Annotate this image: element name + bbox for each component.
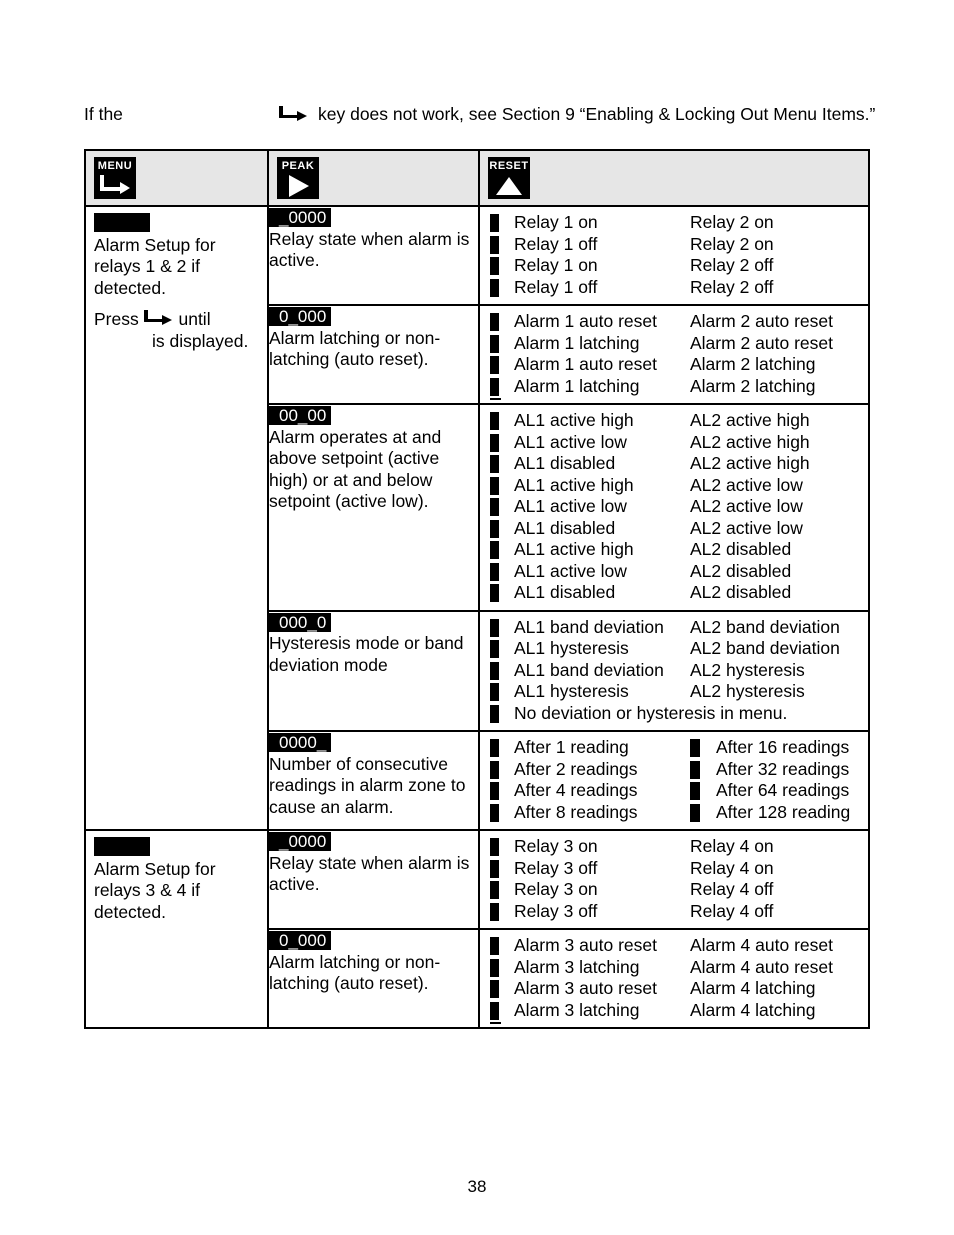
option-footer: No deviation or hysteresis in menu.	[514, 702, 788, 723]
option-right: AL2 active low	[690, 474, 803, 495]
option-right: Relay 2 on	[690, 233, 774, 254]
option-row	[488, 496, 864, 518]
option-row	[488, 376, 864, 398]
option-row	[488, 410, 864, 432]
section-1-options	[479, 305, 869, 404]
option-left: AL1 hysteresis	[514, 638, 629, 658]
option-left: Relay 3 off	[514, 900, 598, 921]
option-right: AL2 active low	[690, 517, 803, 538]
group1-description: Alarm Setup for relays 1 & 2 if detected.	[94, 234, 216, 298]
option-left: Relay 1 off	[514, 233, 598, 254]
menu-key-icon: MENU	[94, 157, 136, 199]
option-right: Alarm 4 latching	[690, 978, 816, 998]
option-left: After 1 reading	[514, 737, 629, 757]
section-3-options	[479, 611, 869, 732]
option-right: Relay 2 off	[690, 255, 774, 275]
until-text: until	[178, 309, 211, 329]
option-right: After 32 readings	[716, 758, 850, 779]
option-right: AL2 active high	[690, 431, 810, 452]
display-blank	[94, 213, 150, 232]
option-row	[488, 879, 864, 901]
option-row	[488, 638, 864, 660]
section-5-options	[479, 830, 869, 929]
option-left: AL1 disabled	[514, 517, 616, 538]
option-row	[488, 836, 864, 858]
option-right: AL2 active high	[690, 410, 810, 430]
group2-description: Alarm Setup for relays 3 & 4 if detected.	[94, 858, 216, 922]
option-left: AL1 disabled	[514, 453, 616, 473]
digit-indicator-icon	[690, 739, 700, 757]
digit-indicator-icon	[490, 640, 499, 658]
digit-indicator-icon	[490, 498, 499, 516]
option-row	[488, 660, 864, 682]
digit-indicator-icon	[490, 903, 499, 921]
digit-indicator-icon	[490, 434, 499, 452]
menu-arrow-icon	[144, 310, 174, 326]
option-row	[488, 234, 864, 256]
option-left: AL1 active low	[514, 431, 627, 452]
option-row	[488, 432, 864, 454]
option-left: AL1 band deviation	[514, 659, 664, 680]
intro-text-before: If the	[84, 104, 123, 124]
option-row	[488, 703, 864, 725]
option-row	[488, 582, 864, 604]
option-right: AL2 active high	[690, 453, 810, 473]
header-reset-cell	[479, 150, 869, 206]
option-right: Relay 4 on	[690, 836, 774, 856]
option-left: AL1 active low	[514, 560, 627, 581]
option-left: AL1 active high	[514, 539, 634, 559]
digit-indicator-icon	[690, 761, 700, 779]
option-row	[488, 453, 864, 475]
digit-indicator-icon	[490, 1002, 499, 1020]
option-right: AL2 disabled	[690, 539, 792, 559]
digit-indicator-icon	[490, 563, 499, 581]
section-6-options	[479, 929, 869, 1028]
digit-indicator-icon	[490, 662, 499, 680]
section-description: Alarm latching or non-latching (auto reset).	[269, 327, 441, 369]
display-blank	[94, 837, 150, 856]
section-description: Relay state when alarm is active.	[269, 852, 470, 894]
option-right: AL2 band deviation	[690, 616, 840, 637]
section-4-desc	[268, 731, 479, 830]
digit-indicator-icon	[490, 959, 499, 977]
digit-indicator-icon	[490, 804, 499, 822]
option-left: Alarm 3 auto reset	[514, 935, 657, 955]
option-row	[488, 935, 864, 957]
option-left: After 8 readings	[514, 801, 638, 822]
digit-indicator-icon	[490, 335, 499, 353]
option-row	[488, 539, 864, 561]
section-3-desc	[268, 611, 479, 732]
option-right: AL2 disabled	[690, 560, 792, 581]
page-number: 38	[467, 1177, 487, 1196]
section-1-desc	[268, 305, 479, 404]
option-left: Relay 3 on	[514, 879, 598, 899]
option-left: Alarm 3 latching	[514, 956, 640, 977]
option-left: AL1 hysteresis	[514, 681, 629, 701]
option-row	[488, 780, 864, 802]
digit-indicator-icon	[490, 838, 499, 856]
section-description: Hysteresis mode or band deviation mode	[269, 633, 464, 675]
section-description: Alarm latching or non-latching (auto reset).	[269, 951, 441, 993]
option-row	[488, 311, 864, 333]
section-2-desc	[268, 404, 479, 611]
option-row	[488, 277, 864, 299]
digit-indicator-icon	[490, 412, 499, 430]
option-right: AL2 disabled	[690, 582, 792, 602]
option-right: AL2 hysteresis	[690, 681, 805, 701]
digit-indicator-icon	[490, 584, 499, 602]
option-row	[488, 212, 864, 234]
digit-indicator-icon	[490, 214, 499, 232]
digit-indicator-icon	[490, 313, 499, 331]
option-right: Relay 4 off	[690, 900, 774, 921]
option-right: Alarm 2 auto reset	[690, 311, 833, 331]
peak-key-icon: PEAK	[277, 157, 319, 199]
option-row	[488, 978, 864, 1000]
display-code: 0_000	[269, 307, 331, 326]
option-right: Alarm 2 latching	[690, 354, 816, 374]
section-6-desc	[268, 929, 479, 1028]
section-0-options	[479, 206, 869, 305]
header-peak-cell	[268, 150, 479, 206]
section-5-desc	[268, 830, 479, 929]
display-code: 0_000	[269, 931, 331, 950]
option-left: Alarm 1 latching	[514, 332, 640, 353]
group1-cell	[85, 206, 268, 830]
option-left: AL1 active high	[514, 410, 634, 430]
option-left: Relay 1 off	[514, 276, 598, 297]
option-left: Alarm 3 latching	[514, 999, 640, 1020]
press-instruction	[94, 309, 261, 352]
header-menu-cell	[85, 150, 268, 206]
section-description: Number of consecutive readings in alarm zone to cause an alarm.	[269, 753, 466, 817]
option-right: After 16 readings	[716, 737, 850, 757]
digit-indicator-icon	[490, 279, 499, 297]
display-code: _0000	[269, 832, 331, 851]
option-row	[488, 518, 864, 540]
digit-indicator-icon	[490, 881, 499, 899]
option-row	[488, 617, 864, 639]
menu-arrow-icon	[279, 106, 309, 122]
option-row	[488, 957, 864, 979]
digit-indicator-icon	[490, 705, 499, 723]
option-left: Alarm 3 auto reset	[514, 978, 657, 998]
option-right: Relay 4 off	[690, 879, 774, 899]
digit-indicator-icon	[490, 378, 499, 396]
option-row	[488, 561, 864, 583]
option-row	[488, 901, 864, 923]
option-right: Relay 2 off	[690, 276, 774, 297]
option-left: After 2 readings	[514, 758, 638, 779]
option-row	[488, 333, 864, 355]
digit-indicator-icon	[490, 937, 499, 955]
option-right: Alarm 4 auto reset	[690, 935, 833, 955]
digit-indicator-icon	[490, 980, 499, 998]
digit-indicator-icon	[690, 782, 700, 800]
option-right: After 128 reading	[716, 801, 851, 822]
option-row	[488, 475, 864, 497]
option-row	[488, 737, 864, 759]
intro-text-after: key does not work, see Section 9 “Enabling & Locking Out Menu Items.”	[318, 104, 876, 124]
digit-indicator-icon	[490, 236, 499, 254]
option-right: Alarm 2 latching	[690, 375, 816, 396]
section-0-desc	[268, 206, 479, 305]
option-left: AL1 disabled	[514, 582, 616, 602]
digit-indicator-icon	[490, 356, 499, 374]
option-right: AL2 band deviation	[690, 638, 840, 658]
option-right: Relay 4 on	[690, 857, 774, 878]
option-left: Alarm 1 auto reset	[514, 354, 657, 374]
section-description: Alarm operates at and above setpoint (active high) or at and below setpoint (active low).	[269, 426, 442, 511]
digit-indicator-icon	[490, 619, 499, 637]
digit-indicator-icon	[490, 520, 499, 538]
option-right: Alarm 2 auto reset	[690, 332, 833, 353]
option-left: Relay 1 on	[514, 212, 598, 232]
option-right: After 64 readings	[716, 780, 850, 800]
display-code: _0000	[269, 208, 331, 227]
option-row	[488, 802, 864, 824]
digit-indicator-icon	[490, 477, 499, 495]
option-right: Relay 2 on	[690, 212, 774, 232]
option-row	[488, 354, 864, 376]
table-header	[85, 150, 869, 206]
option-left: Relay 3 off	[514, 857, 598, 878]
option-left: Alarm 1 latching	[514, 375, 640, 396]
display-code: 00_00	[269, 406, 331, 425]
option-left: AL1 active low	[514, 496, 627, 516]
digit-indicator-icon	[490, 860, 499, 878]
digit-indicator-icon	[490, 683, 499, 701]
group2-cell	[85, 830, 268, 1028]
option-left: AL1 band deviation	[514, 616, 664, 637]
digit-indicator-icon	[490, 739, 499, 757]
option-left: After 4 readings	[514, 780, 638, 800]
option-row	[488, 858, 864, 880]
option-left: AL1 active high	[514, 474, 634, 495]
option-right: Alarm 4 auto reset	[690, 956, 833, 977]
table-row	[85, 830, 869, 929]
digit-indicator-icon	[490, 761, 499, 779]
digit-indicator-icon	[490, 455, 499, 473]
option-right: AL2 hysteresis	[690, 659, 805, 680]
option-row	[488, 681, 864, 703]
reset-key-icon: RESET	[488, 157, 530, 199]
option-left: Relay 1 on	[514, 255, 598, 275]
option-right: Alarm 4 latching	[690, 999, 816, 1020]
press-text: Press	[94, 309, 139, 329]
digit-indicator-icon	[690, 804, 700, 822]
section-2-options	[479, 404, 869, 611]
section-4-options	[479, 731, 869, 830]
option-row	[488, 759, 864, 781]
displayed-text: is displayed.	[152, 330, 249, 351]
display-code: 0000_	[269, 733, 331, 752]
display-code: 000_0	[269, 613, 331, 632]
table-row	[85, 206, 869, 305]
menu-table	[84, 149, 870, 1029]
section-description: Relay state when alarm is active.	[269, 228, 470, 270]
option-row	[488, 1000, 864, 1022]
digit-indicator-icon	[490, 782, 499, 800]
digit-indicator-icon	[490, 257, 499, 275]
option-left: Alarm 1 auto reset	[514, 311, 657, 331]
intro-line	[84, 104, 884, 128]
option-row	[488, 255, 864, 277]
option-right: AL2 active low	[690, 496, 803, 516]
option-left: Relay 3 on	[514, 836, 598, 856]
digit-indicator-icon	[490, 541, 499, 559]
